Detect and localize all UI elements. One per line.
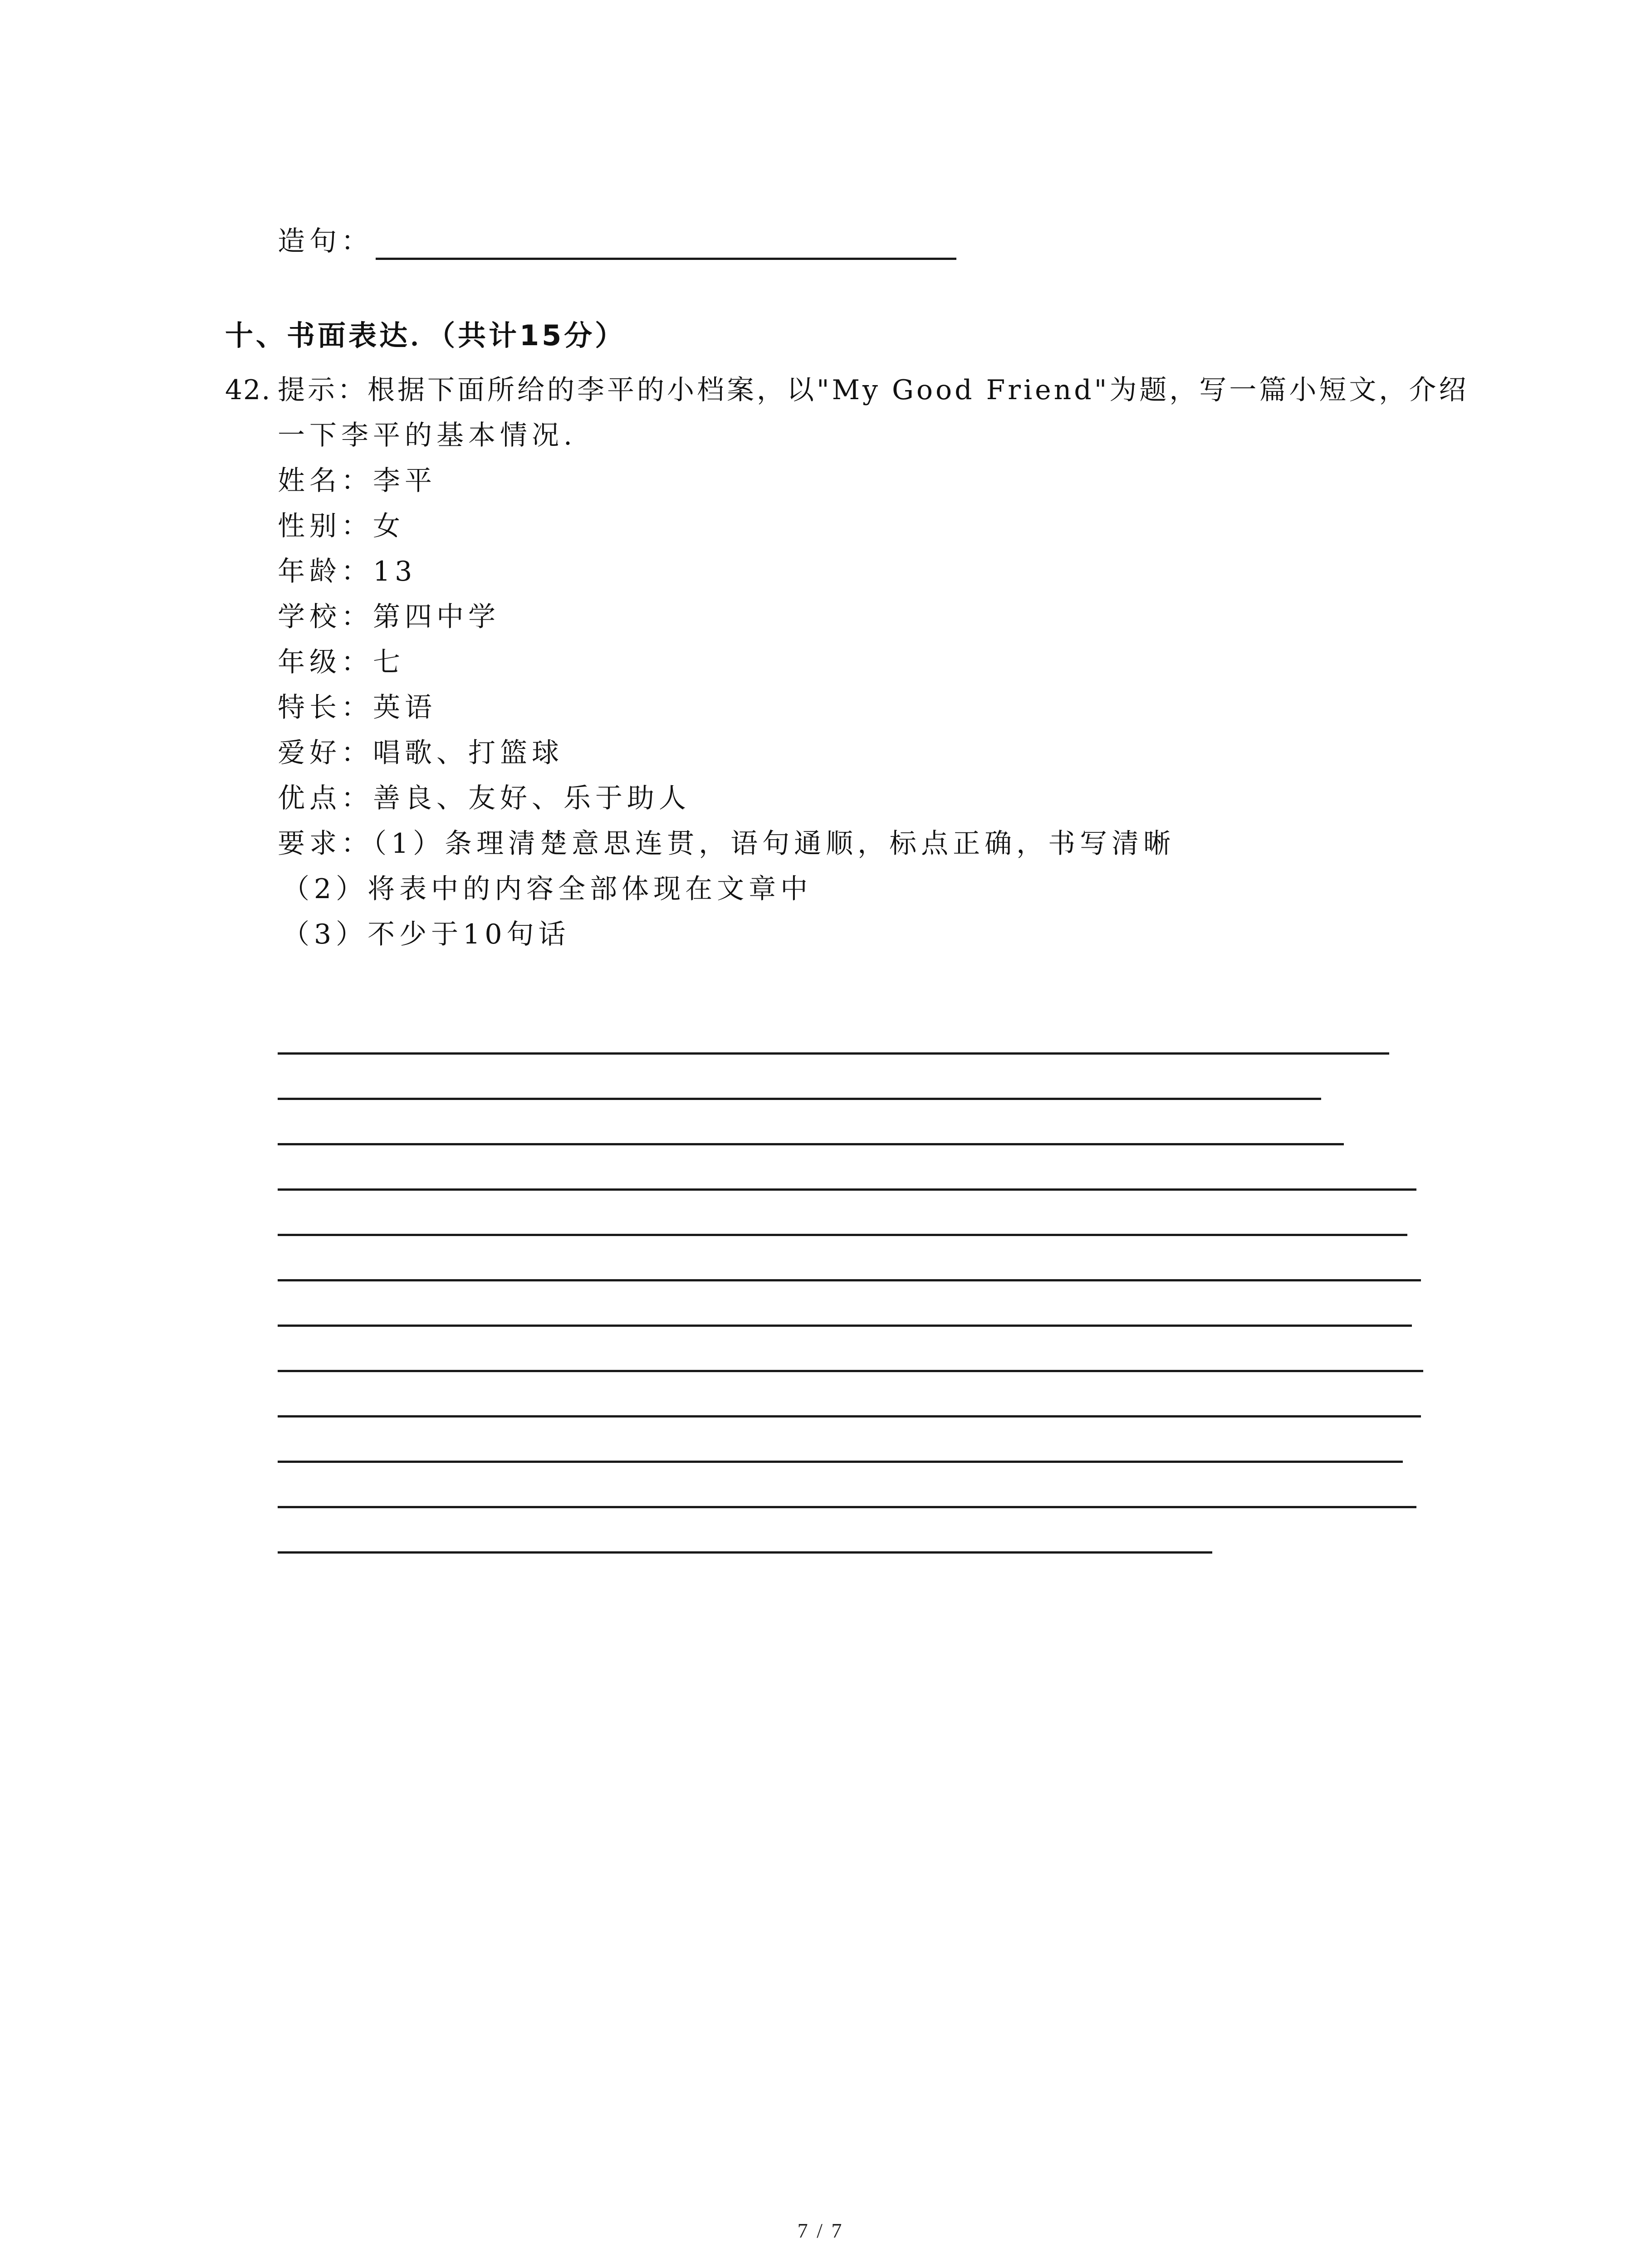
section-title: 十、书面表达．（共计15分） xyxy=(225,319,626,352)
profile-grade: 年级：七 xyxy=(278,646,405,678)
question-prompt-line2: 一下李平的基本情况. xyxy=(278,420,577,451)
requirement-1: 要求：（1）条理清楚意思连贯，语句通顺，标点正确，书写清晰 xyxy=(278,828,1176,860)
answer-line[interactable] xyxy=(278,1098,1321,1100)
answer-line[interactable] xyxy=(278,1279,1421,1281)
profile-gender: 性别：女 xyxy=(278,510,405,542)
answer-line[interactable] xyxy=(278,1325,1412,1327)
answer-line[interactable] xyxy=(278,1188,1416,1191)
profile-specialty: 特长：英语 xyxy=(278,692,436,723)
profile-strengths: 优点：善良、友好、乐于助人 xyxy=(278,782,691,814)
profile-hobbies: 爱好：唱歌、打篮球 xyxy=(278,737,563,769)
page-number: 7 / 7 xyxy=(797,2219,844,2242)
requirement-2: （2）将表中的内容全部体现在文章中 xyxy=(282,873,813,905)
answer-line[interactable] xyxy=(278,1234,1407,1236)
answer-line[interactable] xyxy=(278,1052,1389,1055)
answer-line[interactable] xyxy=(278,1506,1416,1508)
question-number: 42. xyxy=(225,374,271,406)
zaoju-label: 造句： xyxy=(278,225,373,257)
profile-age: 年龄：13 xyxy=(278,556,417,587)
answer-line[interactable] xyxy=(278,1461,1403,1463)
profile-school: 学校：第四中学 xyxy=(278,601,500,633)
question-prompt-line1: 提示：根据下面所给的李平的小档案，以"My Good Friend"为题，写一篇小短文，介绍 xyxy=(278,374,1469,406)
requirement-3: （3）不少于10句话 xyxy=(282,919,570,950)
answer-line[interactable] xyxy=(278,1415,1421,1418)
zaoju-answer-line[interactable] xyxy=(376,258,956,260)
answer-line[interactable] xyxy=(278,1370,1423,1372)
answer-line[interactable] xyxy=(278,1143,1344,1145)
profile-name: 姓名：李平 xyxy=(278,465,436,497)
answer-line[interactable] xyxy=(278,1551,1212,1554)
